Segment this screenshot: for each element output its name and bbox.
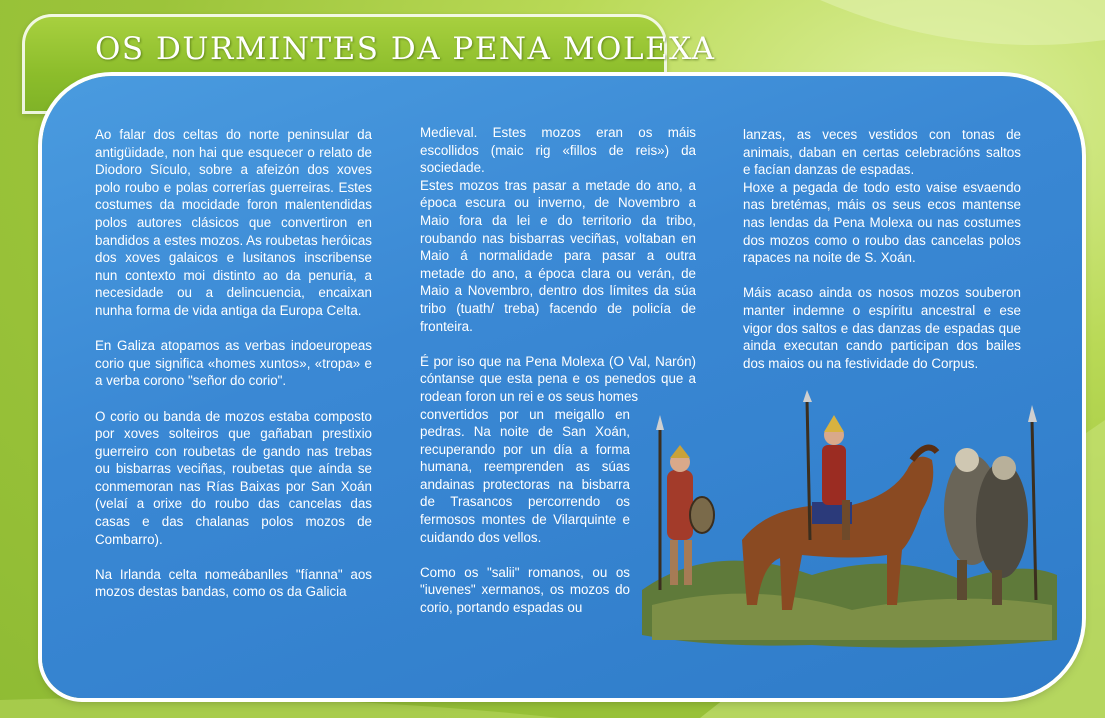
celtic-warriors-illustration — [632, 390, 1062, 650]
paragraph: Hoxe a pegada de todo esto vaise esvaendo nas bretémas, máis os seus ecos mantense nas lendas da Pena Molexa ou nas costumes dos mozos como o roubo das cancelas polos rapaces na noite de S. Xoán. — [743, 179, 1021, 266]
paragraph: Máis acaso ainda os nosos mozos souberon manter indemne o espíritu ancestral e ese vigor dos saltos e das danzas de espadas que ainda executan cando participan dos bailes dos maios ou na festividade do Corpus. — [743, 285, 1021, 371]
paragraph: convertidos por un meigallo en pedras. Na noite de San Xoán, recuperando por un día a forma humana, reemprenden as súas andainas protectoras na bisbarra de Trasancos percorrendo os fermosos montes de Vilarquinte e cuidando dos vellos. — [420, 406, 630, 545]
paragraph: Ao falar dos celtas do norte peninsular da antigüidade, non hai que esquecer o relato de Diodoro Sículo, sobre a afeizón dos xoves polo roubo e polas correrías guerreiras. Estes costumes da mocidade foron malentendidas polos autores clásicos que convertiron en bandidos a estes mozos. As roubetas heróicas dos xoves galaicos e lusitanos inscribense nun contexto moi distinto ao da penuria, a necesidade ou a delincuencia, encaixan nunha forma de vida antiga da Europa Celta. — [95, 127, 372, 318]
paragraph: Medieval. Estes mozos eran os máis escollidos (maic rig «fillos de reis») da sociedade. — [420, 125, 696, 176]
paragraph: lanzas, as veces vestidos con tonas de animais, daban en certas celebracións saltos e facían danzas de espadas. — [743, 127, 1021, 178]
paragraph: En Galiza atopamos as verbas indoeuropeas corio que significa «homes xuntos», «tropa» e a verba corono "señor do corio". — [95, 338, 372, 389]
paragraph: O corio ou banda de mozos estaba composto por xoves solteiros que gañaban prestixio guerreiro con roubetas de gando nas trebas ou bisbarras veciñas, roubetas que aínda se conmemoran nas Rías Baixas por San Xoán (velaí a orixe do roubo das cancelas das casas e das chalanas polos mozos de Combarro). — [95, 408, 372, 547]
text-column-1 — [95, 126, 372, 619]
paragraph: Na Irlanda celta nomeábanlles "fíanna" aos mozos destas bandas, como os da Galicia — [95, 566, 372, 600]
paragraph: Estes mozos tras pasar a metade do ano, a época escura ou inverno, de Novembro a Maio fora da lei e do territorio da tribo, roubando nas bisbarras veciñas, voltaban en Maio á normalidade para pasar a outra metade do ano, a época clara ou verán, de Maio a Novembro, dentro dos límites da súa tribo (tuath/ treba) facendo de policía de fronteira. — [420, 177, 696, 334]
paragraph: É por iso que na Pena Molexa (O Val, Narón) cóntanse que esta pena e os penedos que a rodean foron un rei e os seus homes — [420, 353, 696, 404]
text-column-3 — [743, 126, 1021, 390]
paragraph: Como os "salii" romanos, ou os "iuvenes" xermanos, os mozos do corio, portando espadas ou — [420, 564, 630, 616]
page-title: OS DURMINTES DA PENA MOLEXA — [95, 31, 716, 67]
